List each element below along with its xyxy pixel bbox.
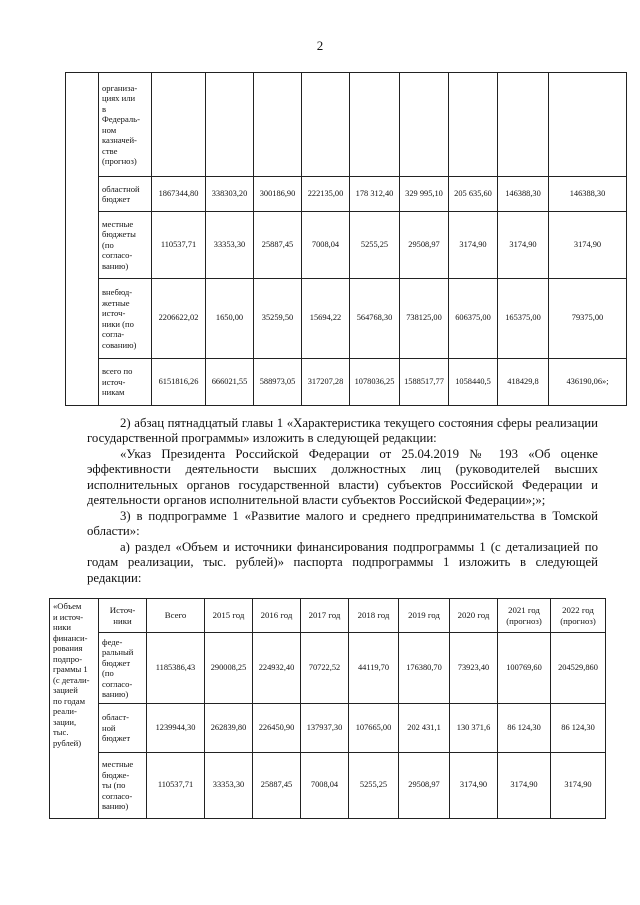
value-cell [206, 73, 254, 177]
column-header: 2015 год [205, 599, 253, 633]
table-row [50, 633, 606, 704]
value-cell: 3174,90 [551, 753, 606, 819]
value-cell: 222135,00 [302, 177, 350, 212]
value-cell: 606375,00 [449, 279, 498, 359]
value-cell: 137937,30 [301, 704, 349, 753]
source-label-text: местные бюдже- ты (по согласо- ванию) [102, 759, 134, 812]
value-cell: 1185386,43 [147, 633, 205, 704]
value-cell: 6151816,26 [152, 359, 206, 406]
value-cell [400, 73, 449, 177]
table-row [66, 212, 627, 279]
value-cell: 2206622,02 [152, 279, 206, 359]
value-cell: 146388,30 [498, 177, 549, 212]
source-label [99, 279, 152, 359]
value-cell: 1239944,30 [147, 704, 205, 753]
value-cell: 29508,97 [399, 753, 450, 819]
value-cell: 5255,25 [349, 753, 399, 819]
value-cell: 338303,20 [206, 177, 254, 212]
source-label-text: организа- циях или в Федераль- ном казначей- стве (прогноз) [102, 82, 140, 166]
value-cell [498, 73, 549, 177]
column-header: 2018 год [349, 599, 399, 633]
value-cell: 1078036,25 [350, 359, 400, 406]
source-label-text: областной бюджет [102, 183, 140, 204]
value-cell: 1650,00 [206, 279, 254, 359]
value-cell: 110537,71 [152, 212, 206, 279]
value-cell: 1058440,5 [449, 359, 498, 406]
value-cell: 564768,30 [350, 279, 400, 359]
value-cell: 146388,30 [549, 177, 627, 212]
source-label-text: внебюд- жетные источ- ники (по согла- сованию) [102, 287, 137, 350]
value-cell: 1867344,80 [152, 177, 206, 212]
source-label [99, 753, 147, 819]
value-cell: 205 635,60 [449, 177, 498, 212]
row-header-text: «Объем и источ- ники финанси- рования подпро- граммы 1 (с детали- зацией по годам реали- зации, тыс. рублей) [53, 601, 90, 748]
funding-table-continuation [65, 72, 627, 406]
value-cell: 3174,90 [498, 753, 551, 819]
source-label [99, 704, 147, 753]
value-cell: 317207,28 [302, 359, 350, 406]
value-cell: 226450,90 [253, 704, 301, 753]
table-row [66, 359, 627, 406]
value-cell: 130 371,6 [450, 704, 498, 753]
column-header: 2017 год [301, 599, 349, 633]
value-cell [254, 73, 302, 177]
value-cell: 110537,71 [147, 753, 205, 819]
value-cell: 3174,90 [449, 212, 498, 279]
column-header: 2020 год [450, 599, 498, 633]
value-cell: 418429,8 [498, 359, 549, 406]
column-header [99, 599, 147, 633]
column-header: 2016 год [253, 599, 301, 633]
value-cell: 33353,30 [205, 753, 253, 819]
value-cell: 25887,45 [254, 212, 302, 279]
value-cell: 588973,05 [254, 359, 302, 406]
value-cell [350, 73, 400, 177]
value-cell: 107665,00 [349, 704, 399, 753]
value-cell: 86 124,30 [551, 704, 606, 753]
source-label [99, 212, 152, 279]
subprogram-funding-table [49, 598, 606, 819]
table-row [50, 704, 606, 753]
page-number: 2 [316, 38, 324, 53]
table-row [50, 753, 606, 819]
table-header-row [50, 599, 606, 633]
source-label-text: местные бюджеты (по согласо- ванию) [102, 218, 136, 271]
row-header [50, 599, 99, 819]
value-cell: 262839,80 [205, 704, 253, 753]
paragraph-3: 3) в подпрограмме 1 «Развитие малого и среднего предпринимательства в Томской области»: [87, 509, 598, 539]
source-label-text: област- ной бюджет [102, 712, 131, 744]
source-label [99, 177, 152, 212]
value-cell: 29508,97 [400, 212, 449, 279]
value-cell: 79375,00 [549, 279, 627, 359]
value-cell: 202 431,1 [399, 704, 450, 753]
value-cell: 176380,70 [399, 633, 450, 704]
source-label [99, 359, 152, 406]
value-cell: 204529,860 [551, 633, 606, 704]
value-cell: 44119,70 [349, 633, 399, 704]
value-cell: 70722,52 [301, 633, 349, 704]
value-cell: 3174,90 [549, 212, 627, 279]
value-cell: 5255,25 [350, 212, 400, 279]
table-row [66, 177, 627, 212]
source-label-text: феде- ральный бюджет (по согласо- ванию) [102, 636, 134, 699]
paragraph-2: «Указ Президента Российской Федерации от 25.04.2019 № 193 «Об оценке эффективности деятельности высших должностных лиц (руководителей высших исполнительных органов государственной власти) субъектов Российской Федерации и деятельности органов исполнительной власти субъектов Российской Федерации»;»; [87, 447, 598, 507]
value-cell: 73923,40 [450, 633, 498, 704]
empty-cell [66, 73, 99, 406]
source-label [99, 73, 152, 177]
source-label [99, 633, 147, 704]
value-cell: 7008,04 [301, 753, 349, 819]
value-cell [549, 73, 627, 177]
value-cell: 100769,60 [498, 633, 551, 704]
value-cell: 178 312,40 [350, 177, 400, 212]
paragraph-4: а) раздел «Объем и источники финансирования подпрограммы 1 (с детализацией по годам реализации, тыс. рублей)» паспорта подпрограммы 1 изложить в следующей редакции: [87, 540, 598, 585]
source-label-text: всего по источ- никам [102, 366, 133, 398]
value-cell: 15694,22 [302, 279, 350, 359]
value-cell: 224932,40 [253, 633, 301, 704]
value-cell: 33353,30 [206, 212, 254, 279]
value-cell: 7008,04 [302, 212, 350, 279]
value-cell: 666021,55 [206, 359, 254, 406]
column-header: 2019 год [399, 599, 450, 633]
column-header-text: 2021 год (прогноз) [506, 605, 542, 626]
paragraph-1: 2) абзац пятнадцатый главы 1 «Характеристика текущего состояния сферы реализации государственной программы» изложить в следующей редакции: [87, 416, 598, 446]
value-cell: 300186,90 [254, 177, 302, 212]
table-row [66, 279, 627, 359]
value-cell: 35259,50 [254, 279, 302, 359]
column-header: Всего [147, 599, 205, 633]
value-cell: 165375,00 [498, 279, 549, 359]
table-row [66, 73, 627, 177]
value-cell: 3174,90 [450, 753, 498, 819]
column-header [551, 599, 606, 633]
column-header-text: Источ- ники [109, 605, 136, 626]
value-cell: 1588517,77 [400, 359, 449, 406]
value-cell: 290008,25 [205, 633, 253, 704]
value-cell [449, 73, 498, 177]
value-cell [152, 73, 206, 177]
value-cell [302, 73, 350, 177]
value-cell: 738125,00 [400, 279, 449, 359]
column-header-text: 2022 год (прогноз) [560, 605, 596, 626]
value-cell: 86 124,30 [498, 704, 551, 753]
value-cell: 25887,45 [253, 753, 301, 819]
value-cell: 329 995,10 [400, 177, 449, 212]
value-cell: 436190,06»; [549, 359, 627, 406]
value-cell: 3174,90 [498, 212, 549, 279]
column-header [498, 599, 551, 633]
